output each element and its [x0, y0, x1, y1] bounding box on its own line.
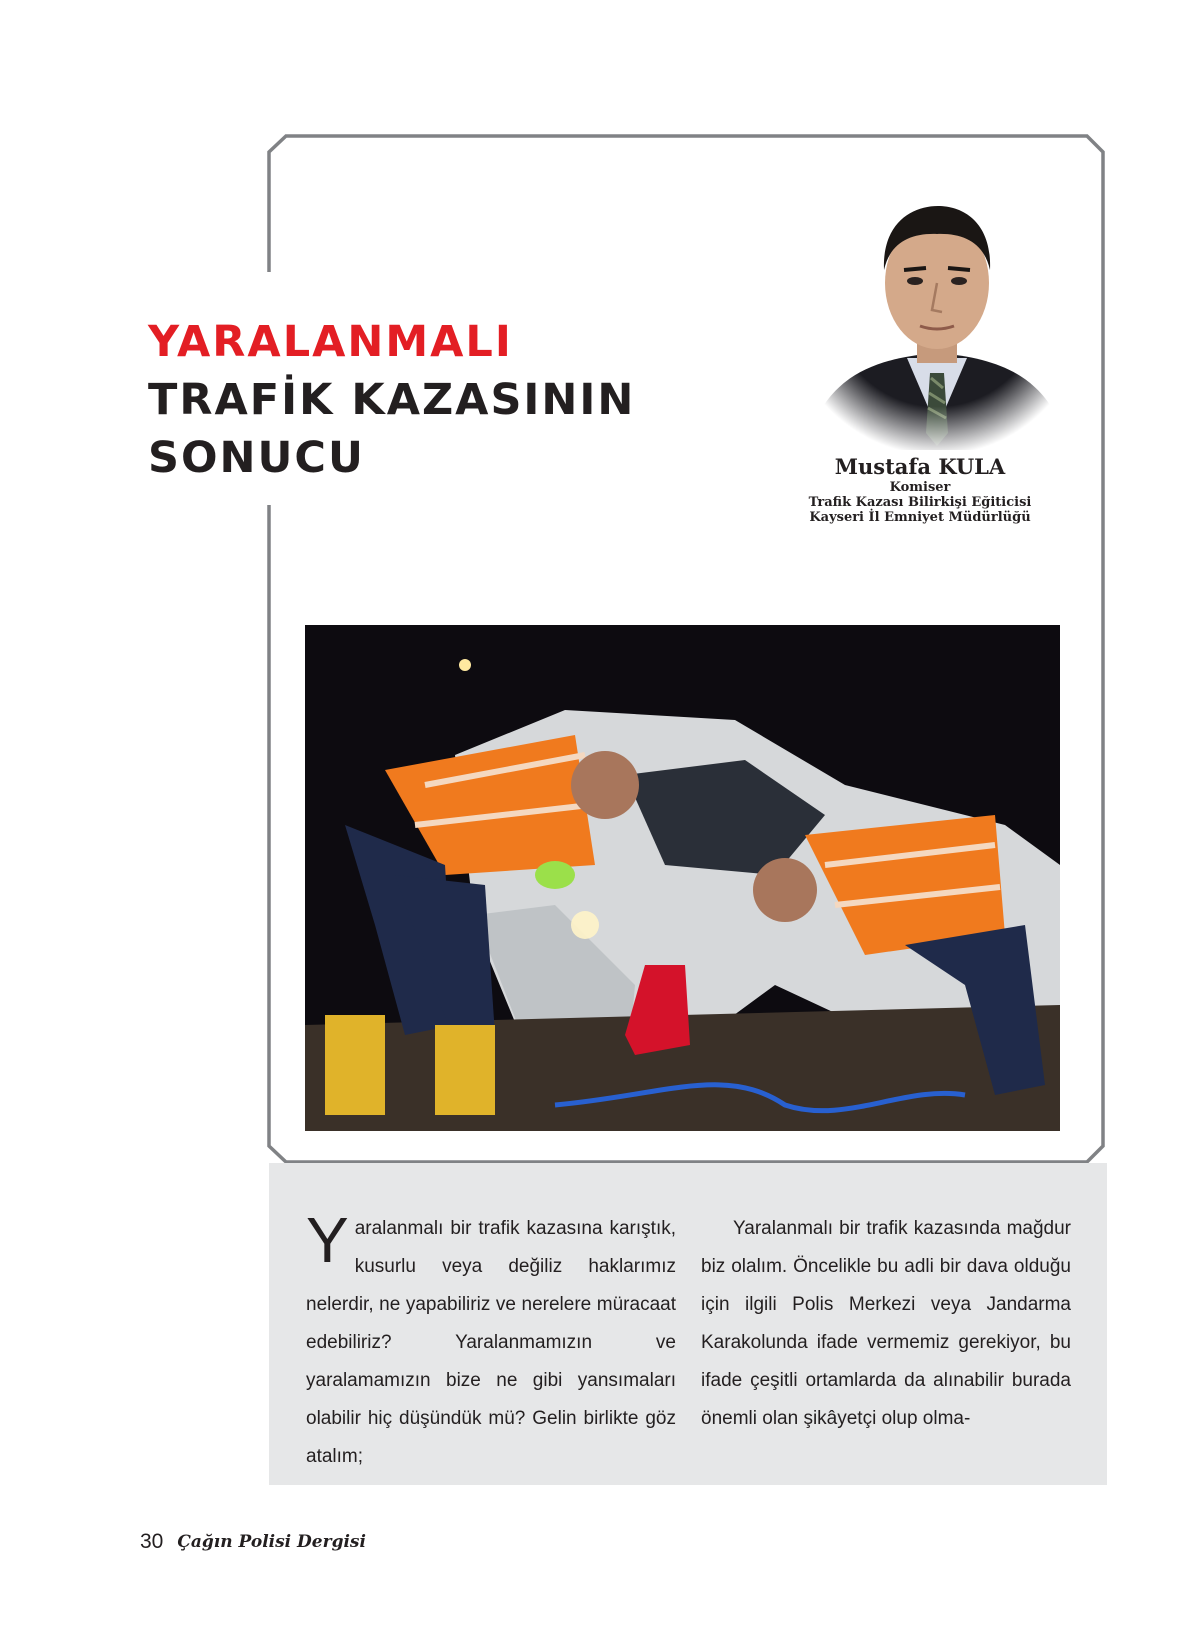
magazine-name: Çağın Polisi Dergisi: [177, 1532, 366, 1552]
page-footer: [140, 1527, 366, 1557]
title-line-3: SONUCU: [148, 433, 365, 483]
author-info: [790, 454, 1050, 525]
article-left-text: aralanmalı bir trafik kazasına karıştık, kusurlu veya değiliz haklarımız nelerdir, ne yapabiliriz ve nerelere müracaat edebiliriz? Yaralanmamızın ve yaralamamızın bize ne gibi yansımaları olabilir hiç düşündük mü? Gelin birlikte göz atalım;: [306, 1218, 676, 1467]
article-title: [148, 313, 635, 487]
accident-photo: [305, 625, 1060, 1131]
title-line-1: YARALANMALI: [148, 317, 513, 367]
author-name: Mustafa KULA: [834, 454, 1006, 479]
dropcap: Y: [306, 1204, 349, 1276]
author-rank: Komiser: [889, 480, 951, 495]
author-office: Kayseri İl Emniyet Müdürlüğü: [809, 510, 1031, 525]
title-line-2: TRAFİK KAZASININ: [148, 375, 636, 425]
author-role: Trafik Kazası Bilirkişi Eğiticisi: [808, 495, 1032, 510]
author-portrait: [812, 188, 1062, 450]
page-number: 30: [140, 1530, 164, 1553]
article-column-right: Yaralanmalı bir trafik kazasında mağdur biz olalım. Öncelikle bu adli bir dava olduğu için ilgili Polis Merkezi veya Jandarma Karakolunda ifade vermemiz gerekiyor, bu ifade çeşitli ortamlarda da alınabilir burada önemli olan şikâyetçi olup olma-: [701, 1218, 1071, 1429]
article-column-left: [306, 1204, 676, 1476]
